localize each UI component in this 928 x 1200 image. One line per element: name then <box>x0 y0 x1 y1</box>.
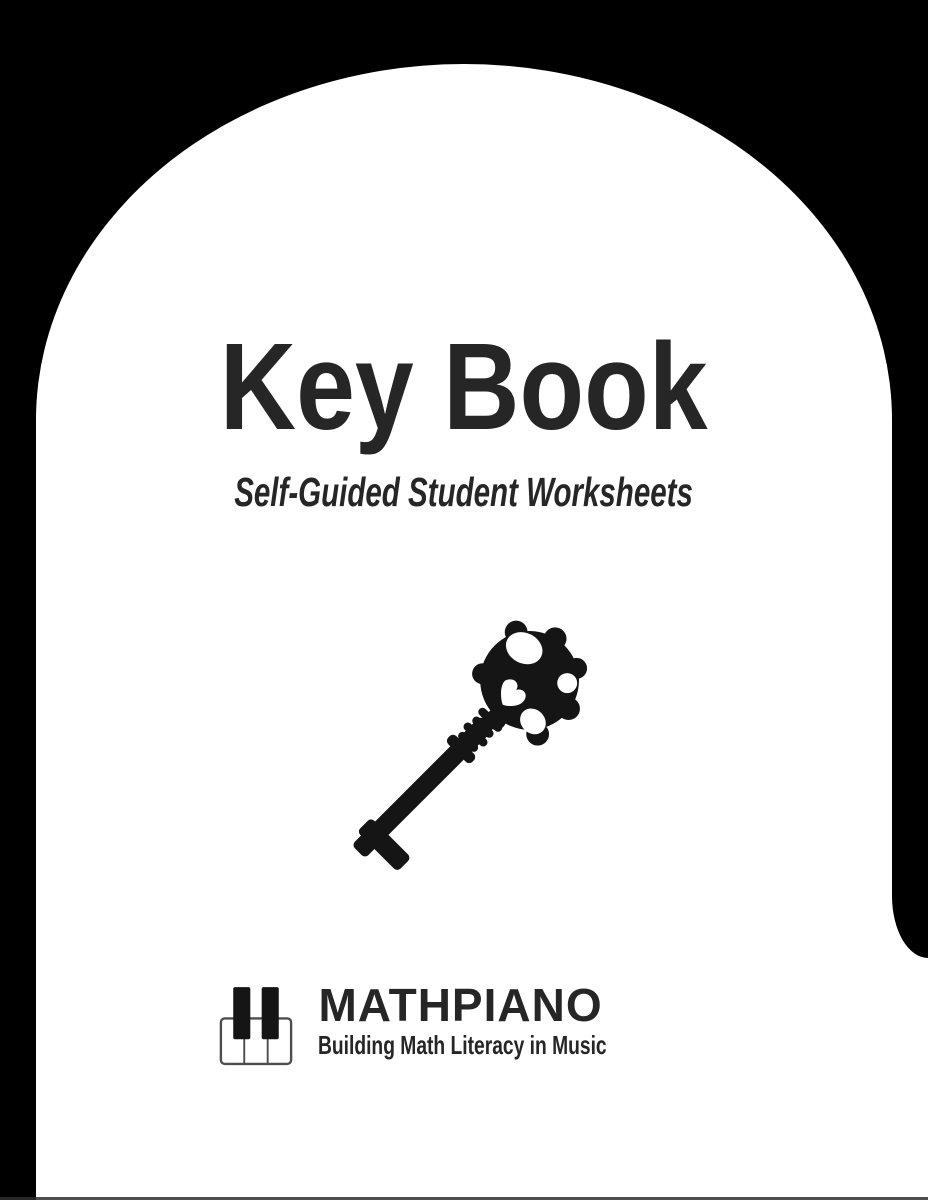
skeleton-key-icon <box>282 586 624 928</box>
page-title-text: Key Book <box>220 319 708 456</box>
brand-logo <box>0 979 928 1066</box>
subtitle <box>36 469 892 515</box>
subtitle-text: Self-Guided Student Worksheets <box>234 469 694 515</box>
right-edge-black-band <box>892 0 928 958</box>
brand-text-block <box>318 979 708 1060</box>
skeleton-key-illustration <box>282 586 624 928</box>
piano-keys-icon <box>219 986 293 1066</box>
page-title <box>36 319 892 456</box>
brand-tagline <box>318 1032 708 1058</box>
brand-tagline-text: Building Math Literacy in Music <box>318 1030 608 1060</box>
brand-name: MATHPIANO <box>318 979 603 1031</box>
